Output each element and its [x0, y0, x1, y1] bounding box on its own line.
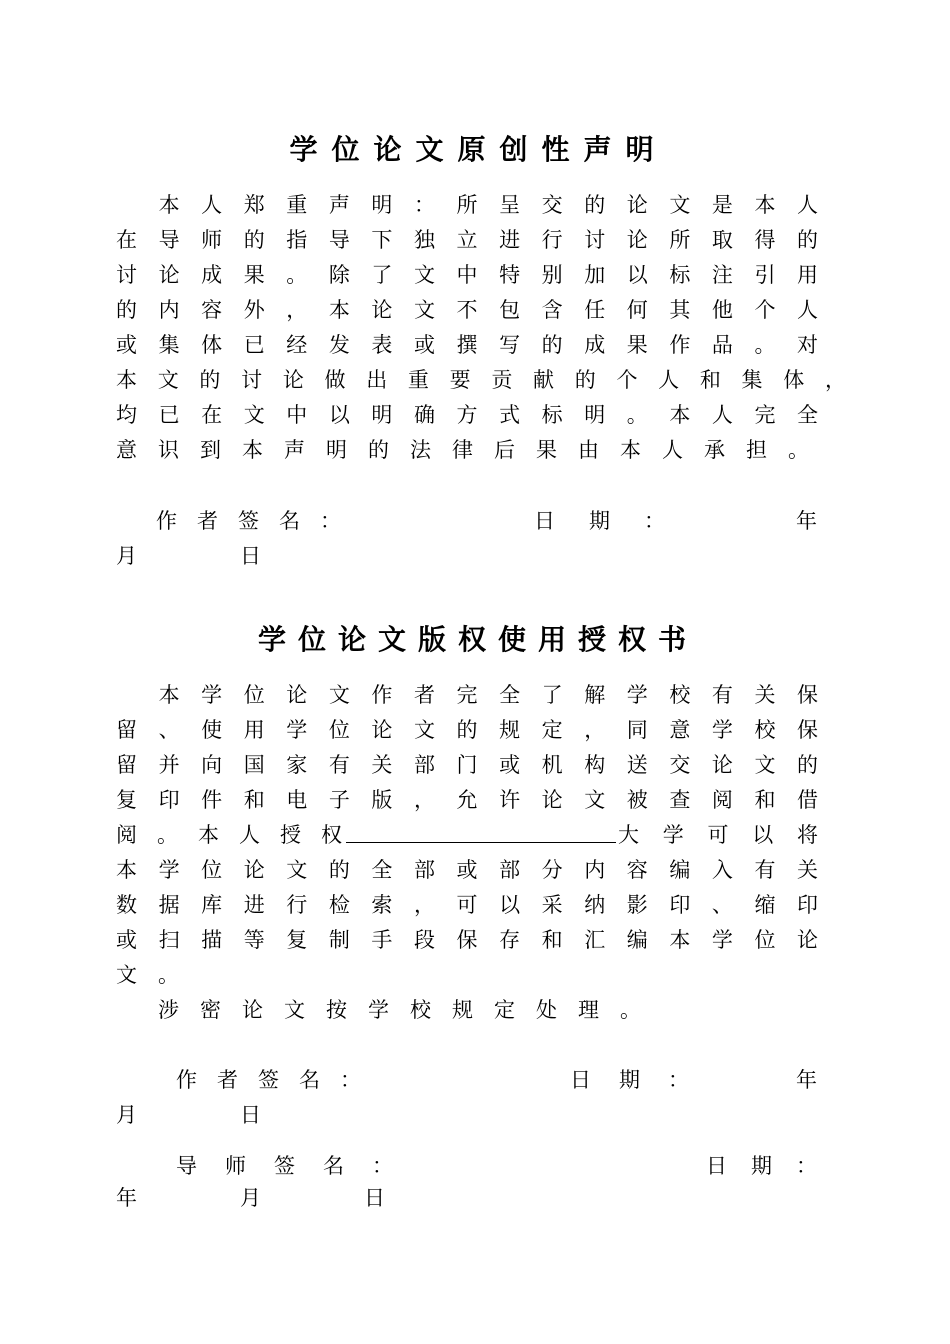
university-name-blank[interactable] [346, 824, 616, 843]
declaration-line-3: 讨 论 成 果 。 除 了 文 中 特 别 加 以 标 注 引 用 [116, 262, 818, 287]
authorization-line-5-before: 阅 。 本 人 授 权 [116, 822, 342, 847]
authorization-line-6: 本 学 位 论 文 的 全 部 或 部 分 内 容 编 入 有 关 [116, 857, 818, 882]
declaration-line-6: 本 文 的 讨 论 做 出 重 要 贡 献 的 个 人 和 集 体 ， [116, 367, 846, 392]
declaration-line-2: 在 导 师 的 指 导 下 独 立 进 行 讨 论 所 取 得 的 [116, 227, 818, 252]
authorization-line-2: 留 、 使 用 学 位 论 文 的 规 定 ， 同 意 学 校 保 [116, 717, 818, 742]
date-month: 月 [116, 544, 157, 568]
author-date-year: 年 [796, 1068, 837, 1092]
authorization-line-5-after: 大 学 可 以 将 [618, 822, 818, 847]
author-date-label: 日期： [570, 1068, 717, 1092]
author-date-month: 月 [116, 1103, 157, 1127]
author-date-day: 日 [240, 1103, 281, 1127]
author-signature-label-2: 作者签名： [176, 1068, 381, 1092]
date-day: 日 [240, 544, 281, 568]
advisor-date-label: 日期： [706, 1154, 841, 1178]
authorization-line-5 [116, 816, 818, 851]
declaration-line-8: 意识到本声明的法律后果由本人承担。 [116, 437, 830, 462]
declaration-line-5: 或 集 体 已 经 发 表 或 撰 写 的 成 果 作 品 。 对 [116, 332, 818, 357]
advisor-date-day: 日 [364, 1186, 405, 1210]
advisor-date-month: 月 [240, 1186, 281, 1210]
authorization-line-1: 本 学 位 论 文 作 者 完 全 了 解 学 校 有 关 保 [158, 682, 818, 707]
advisor-signature-label: 导师签名： [176, 1154, 421, 1178]
authorization-line-7: 数 据 库 进 行 检 索 ， 可 以 采 纳 影 印 、 缩 印 [116, 892, 818, 917]
declaration-line-4: 的 内 容 外 ， 本 论 文 不 包 含 任 何 其 他 个 人 [116, 297, 818, 322]
authorization-line-9: 文。 [116, 962, 200, 987]
advisor-date-year: 年 [116, 1186, 157, 1210]
declaration-line-7: 均 已 在 文 中 以 明 确 方 式 标 明 。 本 人 完 全 [116, 402, 818, 427]
authorization-line-3: 留 并 向 国 家 有 关 部 门 或 机 构 送 交 论 文 的 [116, 752, 818, 777]
date-year: 年 [796, 509, 837, 533]
date-label: 日期： [534, 509, 699, 533]
authorization-line-10: 涉密论文按学校规定处理。 [116, 997, 662, 1022]
author-signature-label: 作者签名： [156, 509, 361, 533]
authorization-line-8: 或 扫 描 等 复 制 手 段 保 存 和 汇 编 本 学 位 论 [116, 927, 818, 952]
authorization-title: 学位论文版权使用授权书 [257, 623, 698, 656]
authorization-line-4: 复 印 件 和 电 子 版 ， 允 许 论 文 被 查 阅 和 借 [116, 787, 818, 812]
declaration-line-1: 本 人 郑 重 声 明 ： 所 呈 交 的 论 文 是 本 人 [158, 192, 818, 217]
declaration-title: 学位论文原创性声明 [289, 133, 668, 166]
